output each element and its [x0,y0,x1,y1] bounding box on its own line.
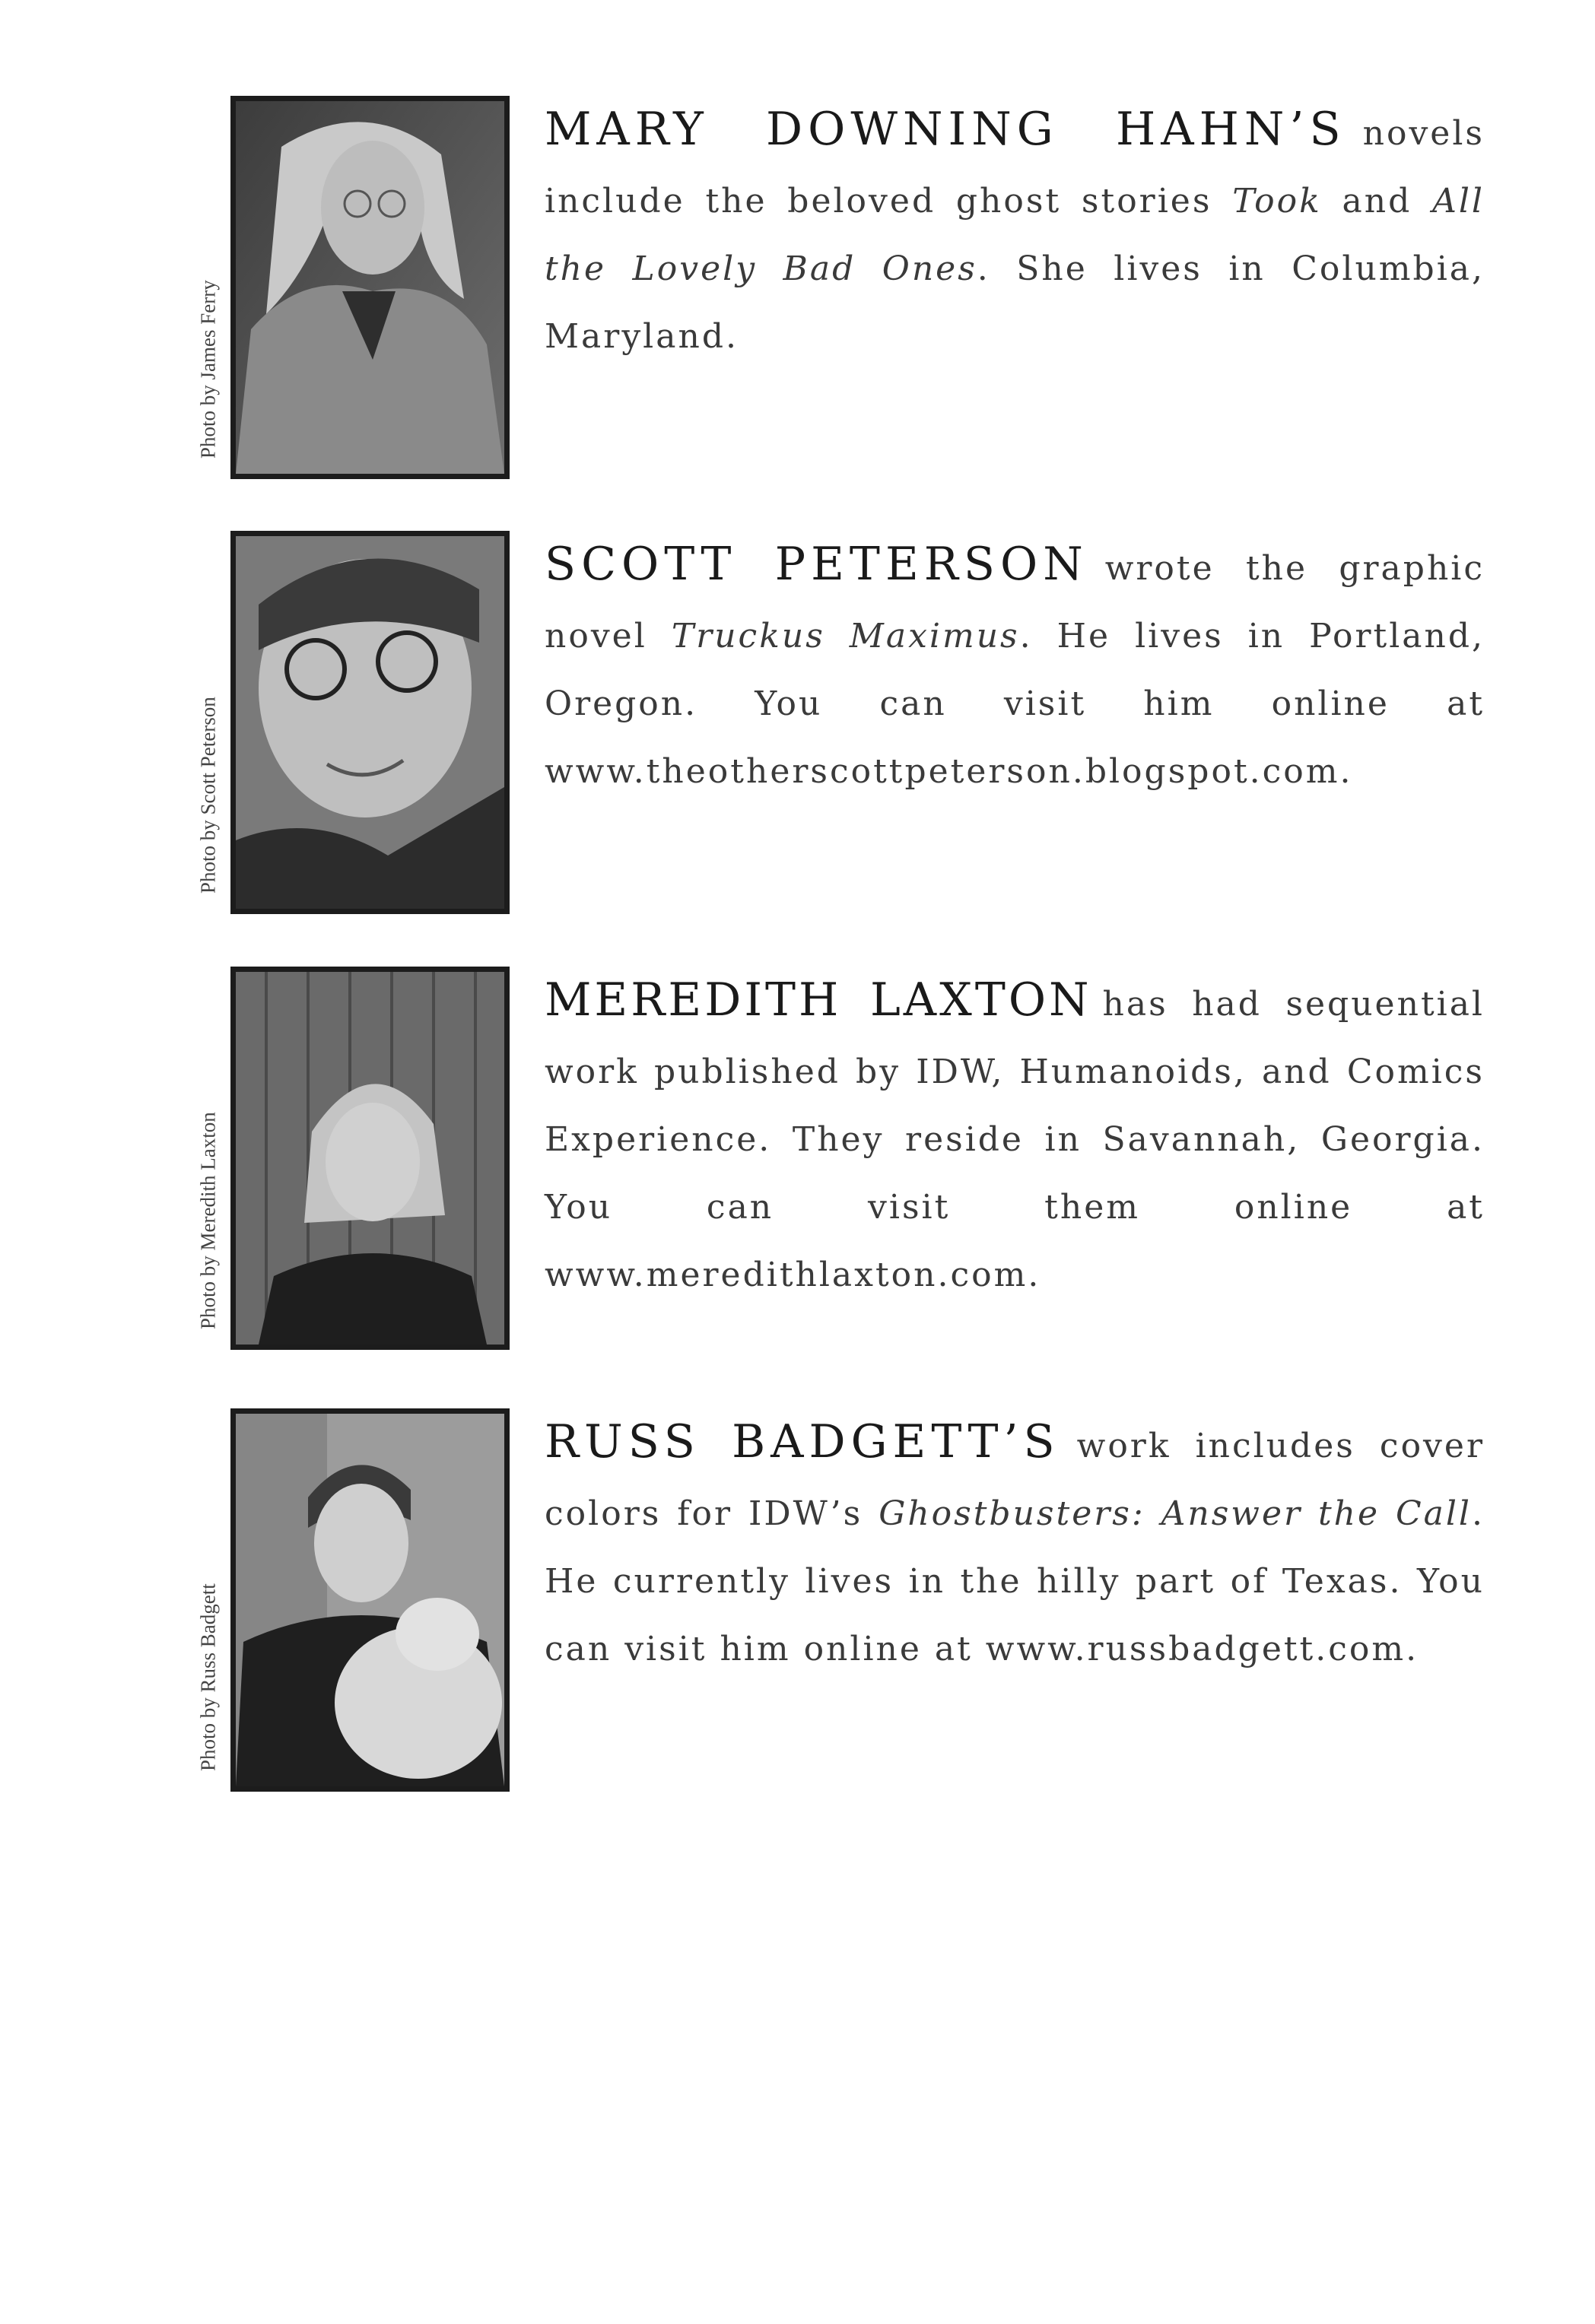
author-photo [230,96,510,479]
author-name: MEREDITH LAXTON [545,973,1092,1027]
photo-credit-wrap [193,1408,224,1795]
author-photo [230,531,510,914]
photo-credit: Photo by Scott Peterson [196,697,220,894]
book-title: Truckus Maximus [671,617,1020,656]
book-title: Ghostbusters: Answer the Call [879,1494,1472,1533]
bio-text-part: wrote the graphic novel [545,549,1485,656]
author-name: MARY DOWNING HAHN’S [545,103,1346,156]
book-title: All the Lovely Bad Ones [545,182,1485,288]
bio-text [545,96,1485,370]
photo-credit-wrap [193,531,224,917]
bio-text [545,1408,1485,1683]
bio-text-part: . He currently lives in the hilly part of Texas. You can visit him online at www.russbadgett.com. [545,1494,1485,1668]
bio-text-part: has had sequential work published by IDW, Humanoids, and Comics Experience. They reside in Savannah, Georgia. You can visit them online at www.meredithlaxton.com. [545,985,1485,1294]
book-title: Took [1232,182,1322,221]
portrait-image [236,972,504,1345]
photo-credit: Photo by Meredith Laxton [196,1112,220,1329]
bio-text-part: . She lives in Columbia, Maryland. [545,249,1485,356]
bio-text-part: work includes cover colors for IDW’s [545,1427,1485,1533]
author-photo [230,967,510,1350]
bio-text-part: . He lives in Portland, Oregon. You can visit him online at www.theotherscottpeterson.blogspot.com. [545,617,1485,791]
bio-text-part: novels include the beloved ghost stories [545,114,1485,221]
portrait-image [236,101,504,474]
photo-credit-wrap [193,96,224,482]
bio-text [545,967,1485,1309]
bio-text-part: and [1321,182,1433,221]
photo-credit: Photo by James Ferry [196,280,220,459]
portrait-image [236,1414,504,1786]
photo-credit-wrap [193,967,224,1353]
author-name: SCOTT PETERSON [545,538,1088,591]
bio-text [545,531,1485,805]
author-name: RUSS BADGETT’S [545,1415,1060,1468]
portrait-image [236,536,504,909]
photo-credit: Photo by Russ Badgett [196,1583,220,1771]
author-photo [230,1408,510,1792]
